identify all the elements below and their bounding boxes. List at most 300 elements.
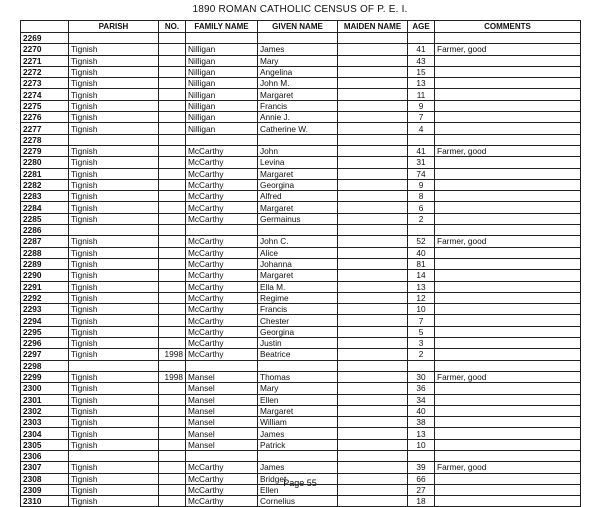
row-number: 2270 — [21, 44, 69, 55]
number-cell: 1998 — [159, 349, 186, 360]
maiden-name-cell — [338, 123, 408, 134]
age-cell: 43 — [408, 55, 435, 66]
given-name-cell: Alice — [258, 247, 338, 258]
family-name-cell: Mansel — [186, 405, 258, 416]
comments-cell — [435, 360, 581, 371]
given-name-cell: Francis — [258, 304, 338, 315]
given-name-cell: Johanna — [258, 258, 338, 269]
table-row — [21, 383, 581, 394]
family-name-cell: Nilligan — [186, 89, 258, 100]
row-number: 2285 — [21, 213, 69, 224]
parish-cell: Tignish — [69, 496, 159, 507]
row-number: 2295 — [21, 326, 69, 337]
family-name-cell: McCarthy — [186, 315, 258, 326]
number-cell — [159, 383, 186, 394]
row-number: 2280 — [21, 157, 69, 168]
number-cell — [159, 292, 186, 303]
age-cell: 18 — [408, 496, 435, 507]
maiden-name-cell — [338, 145, 408, 156]
row-number: 2283 — [21, 191, 69, 202]
given-name-cell: Margaret — [258, 405, 338, 416]
comments-cell — [435, 292, 581, 303]
comments-cell — [435, 100, 581, 111]
age-cell: 2 — [408, 213, 435, 224]
parish-cell: Tignish — [69, 338, 159, 349]
maiden-name-cell — [338, 112, 408, 123]
age-cell: 40 — [408, 247, 435, 258]
family-name-cell: Mansel — [186, 383, 258, 394]
parish-cell: Tignish — [69, 484, 159, 495]
parish-cell: Tignish — [69, 100, 159, 111]
given-name-cell: Catherine W. — [258, 123, 338, 134]
comments-cell — [435, 247, 581, 258]
age-cell — [408, 134, 435, 145]
age-cell: 6 — [408, 202, 435, 213]
age-cell — [408, 450, 435, 461]
family-name-cell: Nilligan — [186, 123, 258, 134]
table-row — [21, 134, 581, 145]
parish-cell: Tignish — [69, 66, 159, 77]
given-name-cell: William — [258, 417, 338, 428]
table-row — [21, 304, 581, 315]
comments-cell — [435, 383, 581, 394]
given-name-cell: Margaret — [258, 202, 338, 213]
maiden-name-cell — [338, 33, 408, 44]
age-cell: 2 — [408, 349, 435, 360]
row-number: 2302 — [21, 405, 69, 416]
maiden-name-cell — [338, 247, 408, 258]
family-name-cell: Nilligan — [186, 66, 258, 77]
parish-cell: Tignish — [69, 281, 159, 292]
number-cell — [159, 78, 186, 89]
parish-cell: Tignish — [69, 78, 159, 89]
comments-cell — [435, 450, 581, 461]
maiden-name-cell — [338, 450, 408, 461]
family-name-cell: Mansel — [186, 439, 258, 450]
comments-cell — [435, 338, 581, 349]
family-name-cell: McCarthy — [186, 349, 258, 360]
table-row — [21, 315, 581, 326]
maiden-name-cell — [338, 202, 408, 213]
given-name-cell: Mary — [258, 383, 338, 394]
family-name-cell: McCarthy — [186, 145, 258, 156]
row-number: 2310 — [21, 496, 69, 507]
parish-cell — [69, 225, 159, 236]
given-name-cell — [258, 225, 338, 236]
parish-cell: Tignish — [69, 55, 159, 66]
parish-cell — [69, 450, 159, 461]
parish-cell: Tignish — [69, 179, 159, 190]
number-cell — [159, 191, 186, 202]
family-name-cell: Nilligan — [186, 78, 258, 89]
row-number: 2297 — [21, 349, 69, 360]
number-cell — [159, 145, 186, 156]
row-number: 2294 — [21, 315, 69, 326]
age-cell: 40 — [408, 405, 435, 416]
family-name-cell: McCarthy — [186, 202, 258, 213]
table-row — [21, 349, 581, 360]
given-name-cell: Ellen — [258, 394, 338, 405]
row-number: 2293 — [21, 304, 69, 315]
comments-cell — [435, 281, 581, 292]
row-number: 2287 — [21, 236, 69, 247]
parish-cell — [69, 360, 159, 371]
parish-cell: Tignish — [69, 292, 159, 303]
comments-cell: Farmer, good — [435, 145, 581, 156]
age-cell: 41 — [408, 145, 435, 156]
table-row — [21, 462, 581, 473]
number-cell — [159, 326, 186, 337]
table-row — [21, 179, 581, 190]
age-cell: 3 — [408, 338, 435, 349]
given-name-cell: James — [258, 462, 338, 473]
family-name-cell: McCarthy — [186, 326, 258, 337]
given-name-cell: Annie J. — [258, 112, 338, 123]
number-cell — [159, 338, 186, 349]
family-name-cell: McCarthy — [186, 462, 258, 473]
row-number: 2305 — [21, 439, 69, 450]
number-cell — [159, 225, 186, 236]
table-row — [21, 338, 581, 349]
age-cell — [408, 33, 435, 44]
comments-cell — [435, 225, 581, 236]
row-number: 2306 — [21, 450, 69, 461]
age-cell: 39 — [408, 462, 435, 473]
comments-cell — [435, 270, 581, 281]
family-name-cell: McCarthy — [186, 258, 258, 269]
family-name-cell: Nilligan — [186, 55, 258, 66]
parish-cell: Tignish — [69, 236, 159, 247]
given-name-cell: Angelina — [258, 66, 338, 77]
maiden-name-cell — [338, 360, 408, 371]
comments-cell — [435, 394, 581, 405]
comments-cell — [435, 123, 581, 134]
age-cell: 13 — [408, 428, 435, 439]
family-name-cell: McCarthy — [186, 179, 258, 190]
age-cell: 11 — [408, 89, 435, 100]
row-number: 2274 — [21, 89, 69, 100]
row-number: 2272 — [21, 66, 69, 77]
family-name-cell: Mansel — [186, 428, 258, 439]
table-row — [21, 202, 581, 213]
comments-cell — [435, 405, 581, 416]
maiden-name-cell — [338, 417, 408, 428]
parish-cell: Tignish — [69, 213, 159, 224]
number-cell — [159, 123, 186, 134]
maiden-name-cell — [338, 315, 408, 326]
given-name-cell: Cornelius — [258, 496, 338, 507]
column-header: MAIDEN NAME — [338, 21, 408, 33]
comments-cell — [435, 112, 581, 123]
maiden-name-cell — [338, 383, 408, 394]
number-cell — [159, 44, 186, 55]
table-row — [21, 281, 581, 292]
parish-cell: Tignish — [69, 44, 159, 55]
age-cell: 31 — [408, 157, 435, 168]
maiden-name-cell — [338, 89, 408, 100]
parish-cell: Tignish — [69, 428, 159, 439]
family-name-cell: McCarthy — [186, 484, 258, 495]
given-name-cell: Chester — [258, 315, 338, 326]
maiden-name-cell — [338, 157, 408, 168]
maiden-name-cell — [338, 462, 408, 473]
number-cell — [159, 112, 186, 123]
row-number: 2298 — [21, 360, 69, 371]
comments-cell — [435, 191, 581, 202]
column-header: FAMILY NAME — [186, 21, 258, 33]
maiden-name-cell — [338, 78, 408, 89]
given-name-cell: James — [258, 44, 338, 55]
family-name-cell: Nilligan — [186, 100, 258, 111]
parish-cell: Tignish — [69, 89, 159, 100]
age-cell: 15 — [408, 66, 435, 77]
number-cell — [159, 179, 186, 190]
parish-cell: Tignish — [69, 202, 159, 213]
table-row — [21, 191, 581, 202]
age-cell: 13 — [408, 281, 435, 292]
given-name-cell: Margaret — [258, 89, 338, 100]
maiden-name-cell — [338, 134, 408, 145]
table-row — [21, 100, 581, 111]
number-cell — [159, 439, 186, 450]
row-number: 2269 — [21, 33, 69, 44]
number-cell — [159, 89, 186, 100]
table-row — [21, 145, 581, 156]
table-row — [21, 33, 581, 44]
number-cell — [159, 202, 186, 213]
number-cell — [159, 134, 186, 145]
parish-cell: Tignish — [69, 383, 159, 394]
table-row — [21, 66, 581, 77]
table-row — [21, 496, 581, 507]
family-name-cell — [186, 134, 258, 145]
maiden-name-cell — [338, 225, 408, 236]
number-cell — [159, 55, 186, 66]
column-header: GIVEN NAME — [258, 21, 338, 33]
number-cell — [159, 315, 186, 326]
given-name-cell: Patrick — [258, 439, 338, 450]
family-name-cell: McCarthy — [186, 236, 258, 247]
parish-cell: Tignish — [69, 168, 159, 179]
maiden-name-cell — [338, 292, 408, 303]
maiden-name-cell — [338, 405, 408, 416]
age-cell: 9 — [408, 100, 435, 111]
number-cell — [159, 496, 186, 507]
row-number: 2284 — [21, 202, 69, 213]
comments-cell: Farmer, good — [435, 236, 581, 247]
table-row — [21, 89, 581, 100]
age-cell: 74 — [408, 168, 435, 179]
parish-cell: Tignish — [69, 123, 159, 134]
number-cell — [159, 168, 186, 179]
comments-cell — [435, 439, 581, 450]
maiden-name-cell — [338, 168, 408, 179]
number-cell — [159, 66, 186, 77]
family-name-cell — [186, 225, 258, 236]
family-name-cell: McCarthy — [186, 473, 258, 484]
age-cell — [408, 360, 435, 371]
given-name-cell: James — [258, 428, 338, 439]
given-name-cell: Levina — [258, 157, 338, 168]
table-body — [21, 33, 581, 507]
parish-cell: Tignish — [69, 270, 159, 281]
table-row — [21, 417, 581, 428]
maiden-name-cell — [338, 326, 408, 337]
row-number: 2271 — [21, 55, 69, 66]
parish-cell: Tignish — [69, 145, 159, 156]
family-name-cell: McCarthy — [186, 191, 258, 202]
number-cell — [159, 270, 186, 281]
parish-cell: Tignish — [69, 112, 159, 123]
table-row — [21, 236, 581, 247]
parish-cell: Tignish — [69, 371, 159, 382]
table-row — [21, 394, 581, 405]
parish-cell: Tignish — [69, 247, 159, 258]
parish-cell — [69, 134, 159, 145]
age-cell: 14 — [408, 270, 435, 281]
table-row — [21, 78, 581, 89]
comments-cell — [435, 33, 581, 44]
number-cell — [159, 281, 186, 292]
row-number: 2279 — [21, 145, 69, 156]
comments-cell — [435, 496, 581, 507]
comments-cell — [435, 304, 581, 315]
family-name-cell: Mansel — [186, 394, 258, 405]
parish-cell: Tignish — [69, 394, 159, 405]
given-name-cell: Georgina — [258, 179, 338, 190]
parish-cell: Tignish — [69, 473, 159, 484]
age-cell: 10 — [408, 304, 435, 315]
page-title: 1890 ROMAN CATHOLIC CENSUS OF P. E. I. — [192, 4, 408, 15]
table-row — [21, 168, 581, 179]
family-name-cell: McCarthy — [186, 247, 258, 258]
table-row — [21, 112, 581, 123]
row-number: 2309 — [21, 484, 69, 495]
given-name-cell: Ella M. — [258, 281, 338, 292]
age-cell: 52 — [408, 236, 435, 247]
maiden-name-cell — [338, 213, 408, 224]
comments-cell — [435, 349, 581, 360]
maiden-name-cell — [338, 338, 408, 349]
census-table — [20, 20, 581, 507]
table-row — [21, 428, 581, 439]
parish-cell: Tignish — [69, 191, 159, 202]
given-name-cell: Georgina — [258, 326, 338, 337]
parish-cell: Tignish — [69, 405, 159, 416]
given-name-cell: Justin — [258, 338, 338, 349]
given-name-cell — [258, 134, 338, 145]
row-number: 2288 — [21, 247, 69, 258]
number-cell — [159, 258, 186, 269]
column-header: PARISH — [69, 21, 159, 33]
maiden-name-cell — [338, 428, 408, 439]
table-row — [21, 213, 581, 224]
age-cell: 66 — [408, 473, 435, 484]
row-number: 2299 — [21, 371, 69, 382]
family-name-cell: Mansel — [186, 371, 258, 382]
family-name-cell: McCarthy — [186, 304, 258, 315]
comments-cell — [435, 202, 581, 213]
number-cell — [159, 247, 186, 258]
table-row — [21, 225, 581, 236]
age-cell: 8 — [408, 191, 435, 202]
comments-cell — [435, 258, 581, 269]
parish-cell: Tignish — [69, 349, 159, 360]
row-number: 2291 — [21, 281, 69, 292]
table-row — [21, 270, 581, 281]
age-cell: 13 — [408, 78, 435, 89]
parish-cell: Tignish — [69, 304, 159, 315]
family-name-cell: McCarthy — [186, 168, 258, 179]
number-cell — [159, 33, 186, 44]
age-cell: 7 — [408, 112, 435, 123]
age-cell: 38 — [408, 417, 435, 428]
maiden-name-cell — [338, 439, 408, 450]
comments-cell: Farmer, good — [435, 371, 581, 382]
comments-cell — [435, 168, 581, 179]
comments-cell — [435, 157, 581, 168]
parish-cell: Tignish — [69, 462, 159, 473]
maiden-name-cell — [338, 258, 408, 269]
parish-cell — [69, 33, 159, 44]
table-row — [21, 439, 581, 450]
parish-cell: Tignish — [69, 315, 159, 326]
given-name-cell: John — [258, 145, 338, 156]
age-cell — [408, 225, 435, 236]
column-header: AGE — [408, 21, 435, 33]
page-number: Page 55 — [283, 478, 317, 488]
given-name-cell: Ellen — [258, 484, 338, 495]
row-number: 2301 — [21, 394, 69, 405]
given-name-cell: Francis — [258, 100, 338, 111]
table-row — [21, 44, 581, 55]
maiden-name-cell — [338, 55, 408, 66]
number-cell — [159, 304, 186, 315]
number-cell — [159, 157, 186, 168]
table-row — [21, 371, 581, 382]
parish-cell: Tignish — [69, 326, 159, 337]
row-number: 2307 — [21, 462, 69, 473]
number-cell — [159, 100, 186, 111]
row-number: 2275 — [21, 100, 69, 111]
age-cell: 34 — [408, 394, 435, 405]
table-row — [21, 326, 581, 337]
row-number: 2296 — [21, 338, 69, 349]
row-number: 2304 — [21, 428, 69, 439]
row-number: 2278 — [21, 134, 69, 145]
given-name-cell: Margaret — [258, 168, 338, 179]
age-cell: 7 — [408, 315, 435, 326]
given-name-cell — [258, 450, 338, 461]
row-number: 2300 — [21, 383, 69, 394]
table-row — [21, 55, 581, 66]
given-name-cell: Regime — [258, 292, 338, 303]
family-name-cell — [186, 33, 258, 44]
comments-cell — [435, 417, 581, 428]
row-number: 2290 — [21, 270, 69, 281]
maiden-name-cell — [338, 394, 408, 405]
comments-cell: Farmer, good — [435, 462, 581, 473]
comments-cell: Farmer, good — [435, 44, 581, 55]
given-name-cell: Thomas — [258, 371, 338, 382]
given-name-cell: Beatrice — [258, 349, 338, 360]
given-name-cell: John C. — [258, 236, 338, 247]
table-row — [21, 123, 581, 134]
row-number: 2276 — [21, 112, 69, 123]
age-cell: 9 — [408, 179, 435, 190]
age-cell: 27 — [408, 484, 435, 495]
column-header — [21, 21, 69, 33]
